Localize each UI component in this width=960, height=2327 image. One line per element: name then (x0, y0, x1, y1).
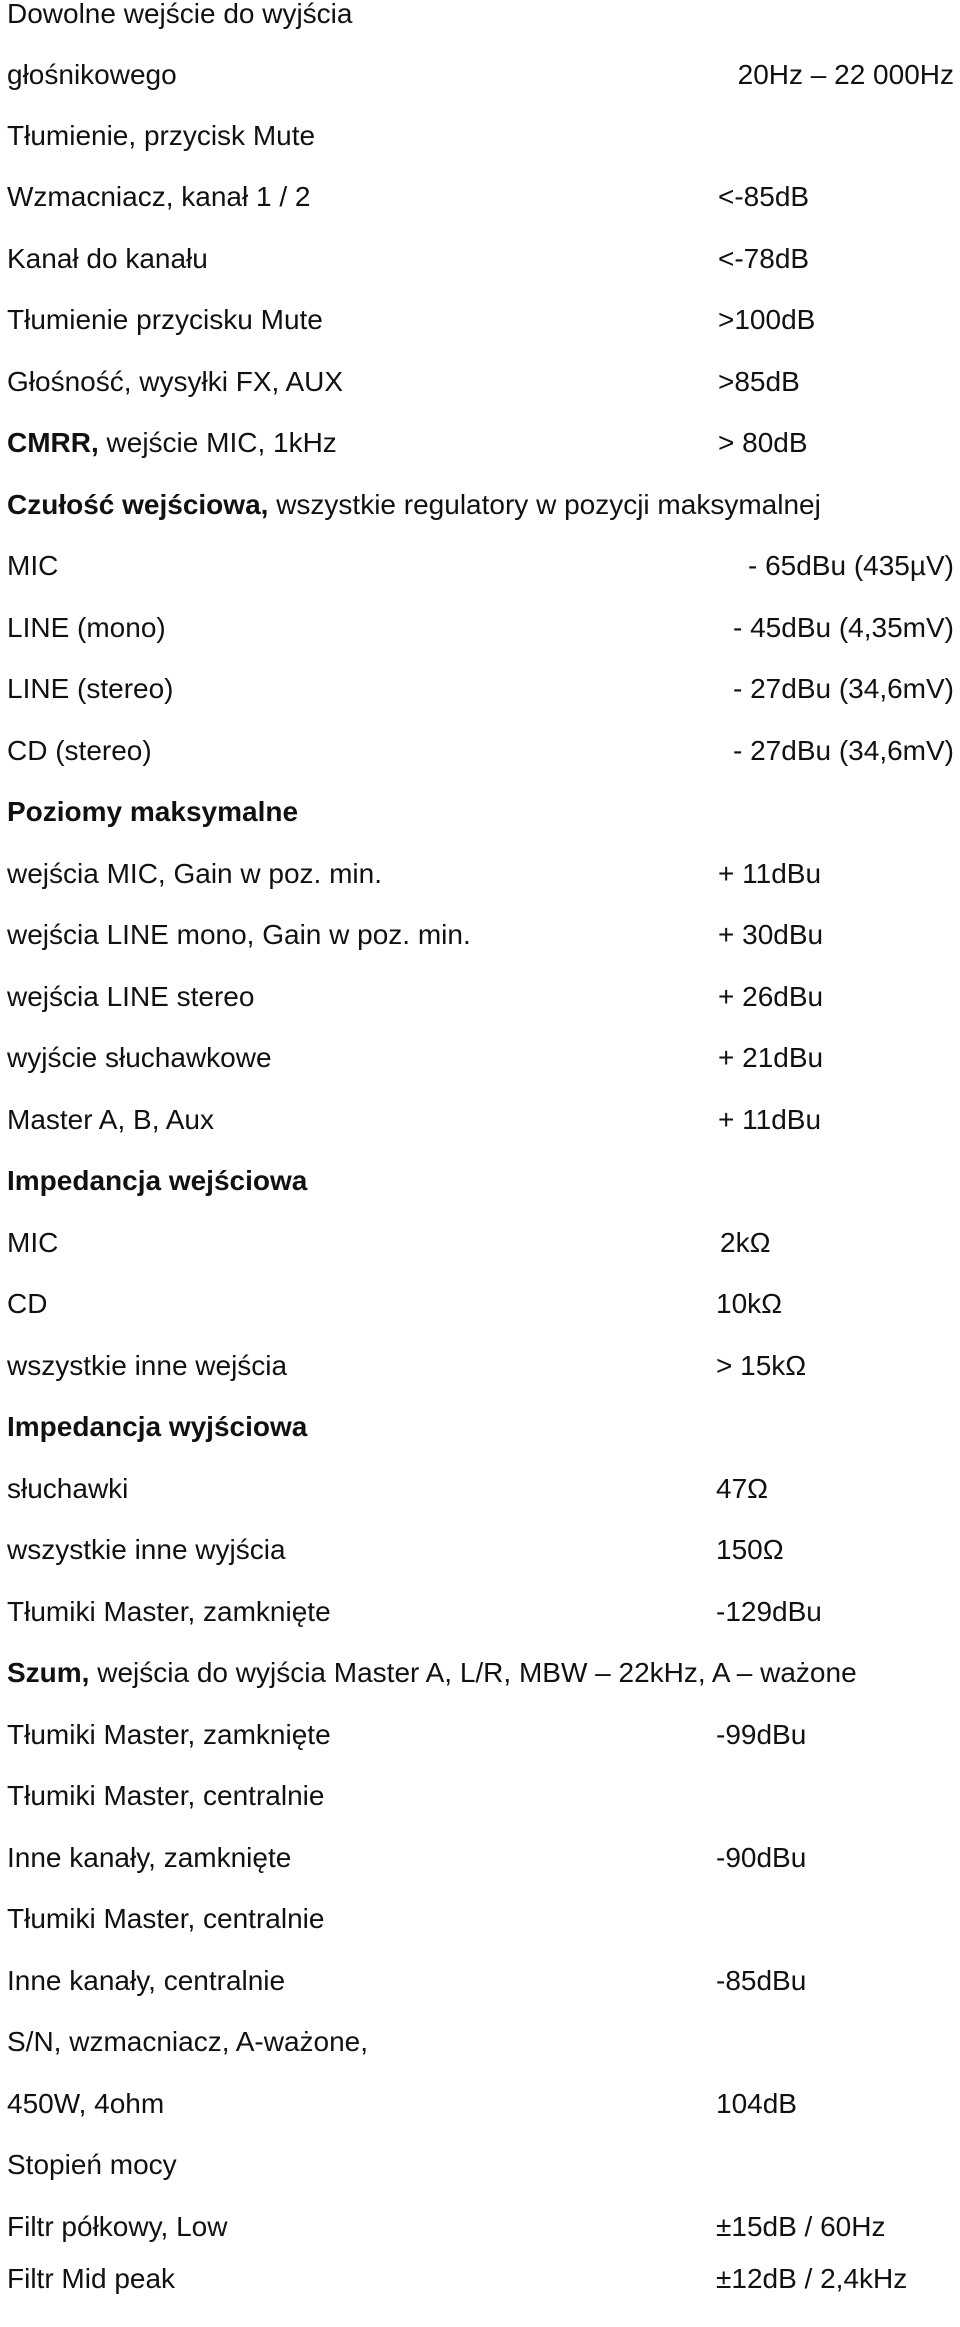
spec-label: Filtr Mid peak (7, 2263, 176, 2294)
spec-label: wejścia LINE stereo (7, 981, 255, 1012)
spec-value: - 27dBu (34,6mV) (733, 735, 954, 766)
spec-label: 450W, 4ohm (7, 2088, 165, 2119)
spec-label: Impedancja wejściowa (7, 1165, 308, 1196)
spec-row (0, 1106, 960, 1168)
spec-value: -90dBu (716, 1842, 807, 1873)
spec-label: S/N, wzmacniacz, A-ważone, (7, 2026, 369, 2057)
spec-row (0, 245, 960, 307)
spec-value: 20Hz – 22 000Hz (737, 59, 954, 90)
spec-value: ±15dB / 60Hz (716, 2211, 886, 2242)
spec-label: MIC (7, 550, 59, 581)
spec-value: + 11dBu (718, 1104, 822, 1135)
spec-label: Tłumiki Master, centralnie (7, 1903, 325, 1934)
spec-label: MIC (7, 1227, 59, 1258)
spec-value: -129dBu (716, 1596, 822, 1627)
spec-row (0, 1229, 960, 1291)
spec-row (0, 61, 960, 123)
spec-label (7, 429, 337, 457)
spec-row (0, 1967, 960, 2029)
spec-row (0, 737, 960, 799)
spec-label-bold: Szum, (7, 1657, 90, 1688)
spec-label: głośnikowego (7, 59, 177, 90)
section-heading (0, 1413, 960, 1475)
spec-label: wszystkie inne wejścia (7, 1350, 288, 1381)
spec-label: wejścia MIC, Gain w poz. min. (7, 858, 382, 889)
spec-label-bold: Czułość wejściowa, (7, 489, 269, 520)
spec-label: Impedancja wyjściowa (7, 1411, 308, 1442)
spec-label-bold: CMRR, (7, 427, 99, 458)
spec-label: Wzmacniacz, kanał 1 / 2 (7, 181, 311, 212)
spec-row (0, 306, 960, 368)
spec-value: 104dB (716, 2088, 797, 2119)
spec-row (0, 429, 960, 491)
spec-value: + 21dBu (718, 1042, 824, 1073)
spec-label: Poziomy maksymalne (7, 796, 299, 827)
spec-label: Tłumienie przycisku Mute (7, 304, 323, 335)
spec-value: 47Ω (716, 1473, 769, 1504)
spec-value: + 26dBu (718, 981, 824, 1012)
spec-value: <-78dB (718, 243, 810, 274)
spec-row (0, 675, 960, 737)
spec-label-rest: wejście MIC, 1kHz (98, 427, 337, 458)
spec-row (0, 2151, 960, 2213)
spec-label: Dowolne wejście do wyjścia (7, 0, 353, 29)
spec-label: Filtr półkowy, Low (7, 2211, 228, 2242)
section-heading (0, 491, 960, 553)
spec-label: LINE (stereo) (7, 673, 174, 704)
section-heading (0, 1659, 960, 1721)
spec-label: CD (7, 1288, 48, 1319)
spec-label: Tłumiki Master, zamknięte (7, 1596, 331, 1627)
spec-row (0, 1475, 960, 1537)
spec-value: 150Ω (716, 1534, 784, 1565)
spec-row (0, 1782, 960, 1844)
spec-row (0, 614, 960, 676)
spec-label-rest: wszystkie regulatory w pozycji maksymalnej (268, 489, 821, 520)
spec-row (0, 1721, 960, 1783)
spec-row (0, 1290, 960, 1352)
spec-value: > 80dB (718, 427, 808, 458)
spec-row (0, 2028, 960, 2090)
spec-row (0, 2090, 960, 2152)
spec-label: Tłumiki Master, zamknięte (7, 1719, 331, 1750)
spec-label: Inne kanały, centralnie (7, 1965, 286, 1996)
spec-label (7, 1659, 857, 1687)
spec-value: <-85dB (718, 181, 810, 212)
spec-label: Tłumiki Master, centralnie (7, 1780, 325, 1811)
spec-label: Tłumienie, przycisk Mute (7, 120, 316, 151)
spec-label: Głośność, wysyłki FX, AUX (7, 366, 344, 397)
spec-row (0, 552, 960, 614)
spec-row (0, 1536, 960, 1598)
spec-value: - 45dBu (4,35mV) (733, 612, 954, 643)
spec-row (0, 1352, 960, 1414)
spec-value: 2kΩ (720, 1227, 771, 1258)
spec-label: słuchawki (7, 1473, 129, 1504)
spec-label: wejścia LINE mono, Gain w poz. min. (7, 919, 471, 950)
section-heading (0, 798, 960, 860)
spec-value: + 30dBu (718, 919, 824, 950)
spec-label: Stopień mocy (7, 2149, 177, 2180)
spec-value: >100dB (718, 304, 816, 335)
section-heading (0, 1167, 960, 1229)
spec-value: > 15kΩ (716, 1350, 807, 1381)
spec-value: 10kΩ (716, 1288, 783, 1319)
spec-label (7, 491, 821, 519)
spec-row (0, 921, 960, 983)
spec-label-rest: wejścia do wyjścia Master A, L/R, MBW – 22kHz, A – ważone (89, 1657, 857, 1688)
spec-value: - 65dBu (435µV) (747, 550, 954, 581)
spec-value: + 11dBu (718, 858, 822, 889)
spec-label: Master A, B, Aux (7, 1104, 214, 1135)
spec-label: CD (stereo) (7, 735, 152, 766)
spec-value: -99dBu (716, 1719, 807, 1750)
spec-label: wyjście słuchawkowe (7, 1042, 272, 1073)
spec-row (0, 0, 960, 62)
spec-value: >85dB (718, 366, 800, 397)
spec-row (0, 1044, 960, 1106)
spec-value: ±12dB / 2,4kHz (716, 2263, 908, 2294)
spec-row (0, 122, 960, 184)
spec-value: -85dBu (716, 1965, 807, 1996)
spec-row (0, 1844, 960, 1906)
spec-label: Inne kanały, zamknięte (7, 1842, 292, 1873)
spec-row (0, 2265, 960, 2327)
spec-label: wszystkie inne wyjścia (7, 1534, 286, 1565)
spec-row (0, 1905, 960, 1967)
spec-value: - 27dBu (34,6mV) (733, 673, 954, 704)
spec-row (0, 983, 960, 1045)
spec-row (0, 1598, 960, 1660)
spec-label: Kanał do kanału (7, 243, 208, 274)
spec-row (0, 183, 960, 245)
spec-label: LINE (mono) (7, 612, 166, 643)
spec-row (0, 860, 960, 922)
spec-row (0, 368, 960, 430)
